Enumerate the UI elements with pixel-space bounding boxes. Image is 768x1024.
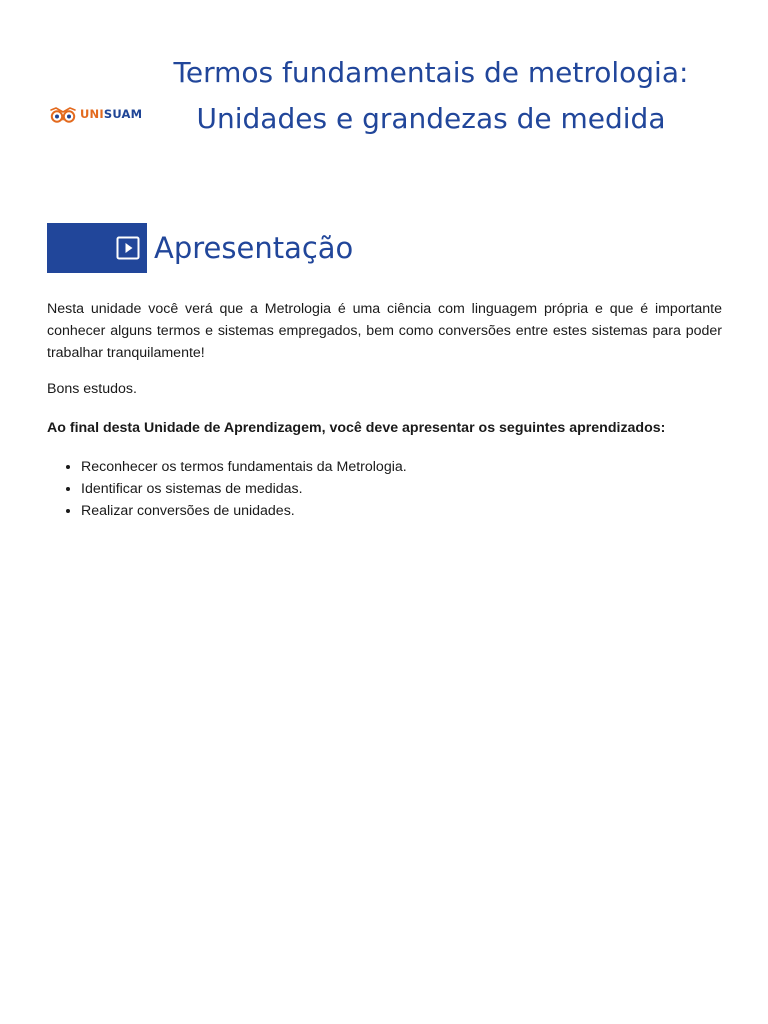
section-title: Apresentação: [154, 231, 354, 265]
page-header: [0, 50, 768, 180]
logo-text-uni: UNI: [80, 107, 104, 122]
objectives-heading: Ao final desta Unidade de Aprendizagem, você deve apresentar os seguintes aprendizados:: [47, 420, 666, 436]
section-content: [47, 298, 722, 522]
list-item: • Identificar os sistemas de medidas.: [81, 478, 722, 500]
owl-icon: [48, 107, 78, 123]
play-icon: [116, 236, 140, 260]
section-accent-bar: [47, 223, 147, 273]
list-item: • Reconhecer os termos fundamentais da Metrologia.: [81, 456, 722, 478]
page-title: Termos fundamentais de metrologia: Unidades e grandezas de medida: [173, 56, 689, 135]
list-item: • Realizar conversões de unidades.: [81, 500, 722, 522]
logo-text-suam: SUAM: [103, 107, 143, 122]
greeting-paragraph: Bons estudos.: [47, 381, 137, 397]
objectives-list: [47, 456, 722, 522]
section-header: [47, 223, 353, 273]
logo-wordmark: [80, 109, 142, 121]
intro-paragraph: Nesta unidade você verá que a Metrologia é uma ciência com linguagem própria e que é importante conhecer alguns termos e sistemas empregados, bem como conversões entre estes sistemas para poder trabalhar tranquilamente!: [47, 301, 722, 361]
unisuam-logo: [48, 105, 142, 125]
